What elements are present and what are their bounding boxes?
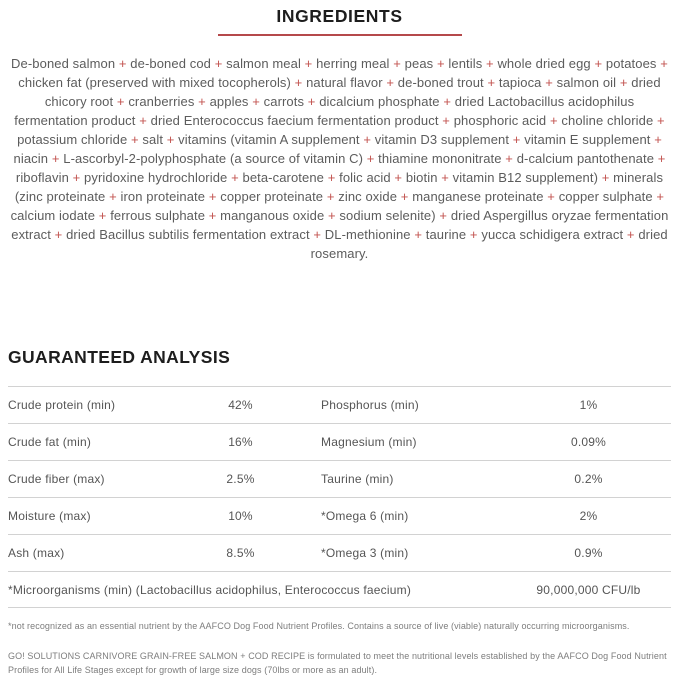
analysis-row-moisture <box>8 497 671 534</box>
plus-separator: + <box>50 227 67 242</box>
plus-separator: + <box>135 113 151 128</box>
nutrient-value: 1% <box>579 398 598 412</box>
plus-separator: + <box>543 189 559 204</box>
plus-separator: + <box>546 113 562 128</box>
analysis-row-ash <box>8 534 671 571</box>
plus-separator: + <box>304 94 320 109</box>
aafco-statement: GO! SOLUTIONS CARNIVORE GRAIN-FREE SALMON + COD RECIPE is formulated to meet the nutritional levels established by the AAFCO Dog Food Nutrient Profiles for All Life Stages except for growth of large size dogs (70lbs or more as an adult). <box>8 651 667 675</box>
nutrient-value: 90,000,000 CFU/lb <box>536 582 641 597</box>
plus-separator: + <box>616 75 632 90</box>
plus-separator: + <box>205 189 221 204</box>
plus-separator: + <box>382 75 398 90</box>
guaranteed-analysis-title: GUARANTEED ANALYSIS <box>8 347 231 367</box>
plus-separator: + <box>68 170 85 185</box>
plus-separator: + <box>653 113 665 128</box>
nutrient-value: 0.9% <box>574 546 603 560</box>
plus-separator: + <box>48 151 64 166</box>
asterisk-footnote: *not recognized as an essential nutrient by the AAFCO Dog Food Nutrient Profiles. Contains a source of live (viable) naturally occurring microorganisms. <box>8 621 630 631</box>
plus-separator: + <box>437 170 453 185</box>
nutrient-label: Taurine (min) <box>321 472 394 486</box>
plus-separator: + <box>115 56 131 71</box>
plus-separator: + <box>501 151 517 166</box>
plus-separator: + <box>435 208 451 223</box>
nutrient-label: Ash (max) <box>8 546 65 560</box>
nutrient-label: Crude fiber (max) <box>8 472 105 486</box>
plus-separator: + <box>113 94 129 109</box>
plus-separator: + <box>105 189 121 204</box>
nutrient-label: Crude fat (min) <box>8 435 92 449</box>
plus-separator: + <box>590 56 606 71</box>
plus-separator: + <box>309 227 325 242</box>
plus-separator: + <box>323 189 339 204</box>
plus-separator: + <box>433 56 449 71</box>
plus-separator: + <box>650 132 662 147</box>
nutrient-value: 2.5% <box>226 472 255 486</box>
plus-separator: + <box>410 227 426 242</box>
plus-separator: + <box>541 75 557 90</box>
nutrient-value: 10% <box>228 509 253 523</box>
plus-separator: + <box>654 151 666 166</box>
plus-separator: + <box>652 189 665 204</box>
nutrient-label: *Omega 3 (min) <box>321 546 409 560</box>
plus-separator: + <box>656 56 668 71</box>
analysis-row-crude-fiber <box>8 460 671 497</box>
nutrient-label: Moisture (max) <box>8 509 91 523</box>
nutrient-value: 42% <box>228 398 253 412</box>
plus-separator: + <box>300 56 317 71</box>
plus-separator: + <box>324 208 340 223</box>
plus-separator: + <box>227 170 243 185</box>
plus-separator: + <box>163 132 179 147</box>
analysis-row-crude-protein <box>8 386 671 423</box>
plus-separator: + <box>439 94 455 109</box>
nutrient-label: *Microorganisms (min) (Lactobacillus acidophilus, Enterococcus faecium) <box>8 582 412 597</box>
ingredients-title: INGREDIENTS <box>276 6 403 26</box>
nutrient-value: 2% <box>579 509 598 523</box>
plus-separator: + <box>438 113 454 128</box>
plus-separator: + <box>205 208 221 223</box>
guaranteed-analysis-table <box>8 386 671 608</box>
ingredients-text: De-boned salmon + de-boned cod + salmon meal + herring meal + peas + lentils + whole dried egg + potatoes + chicken fat (preserved with mixed tocopherols) + natural flavor + de-boned trout + tapioca + salmon oil + dried chicory root + cranberries + apples + carrots + dicalcium phosphate + dried Lactobacillus acidophilus fermentation product + dried Enterococcus faecium fermentation product + phosphoric acid + choline chloride + potassium chloride + salt + vitamins (vitamin A supplement + vitamin D3 supplement + vitamin E supplement + niacin + L-ascorbyl-2-polyphosphate (a source of vitamin C) + thiamine mononitrate + d-calcium pantothenate + riboflavin + pyridoxine hydrochloride + beta-carotene + folic acid + biotin + vitamin B12 supplement) + minerals (zinc proteinate + iron proteinate + copper proteinate + zinc oxide + manganese proteinate + copper sulphate + calcium iodate + ferrous sulphate + manganous oxide + sodium selenite) + dried Aspergillus oryzae fermentation extract + dried Bacillus subtilis fermentation extract + DL-methionine + taurine + yucca schidigera extract + dried rosemary. <box>10 56 669 261</box>
nutrient-value: 8.5% <box>226 546 255 560</box>
plus-separator: + <box>194 94 210 109</box>
analysis-row-microorganisms <box>8 571 671 608</box>
plus-separator: + <box>509 132 525 147</box>
plus-separator: + <box>390 170 406 185</box>
nutrient-label: Magnesium (min) <box>321 435 417 449</box>
nutrient-value: 0.2% <box>574 472 603 486</box>
plus-separator: + <box>598 170 614 185</box>
nutrient-label: Phosphorus (min) <box>321 398 419 412</box>
nutrient-value: 16% <box>228 435 253 449</box>
plus-separator: + <box>363 151 379 166</box>
plus-separator: + <box>466 227 482 242</box>
plus-separator: + <box>397 189 413 204</box>
plus-separator: + <box>623 227 639 242</box>
plus-separator: + <box>359 132 375 147</box>
plus-separator: + <box>290 75 307 90</box>
plus-separator: + <box>324 170 340 185</box>
nutrient-label: *Omega 6 (min) <box>321 509 409 523</box>
title-underline <box>218 34 462 36</box>
plus-separator: + <box>389 56 405 71</box>
analysis-row-crude-fat <box>8 423 671 460</box>
plus-separator: + <box>482 56 498 71</box>
plus-separator: + <box>211 56 227 71</box>
plus-separator: + <box>248 94 264 109</box>
nutrient-label: Crude protein (min) <box>8 398 116 412</box>
nutrient-value: 0.09% <box>570 435 607 449</box>
plus-separator: + <box>483 75 499 90</box>
plus-separator: + <box>95 208 111 223</box>
plus-separator: + <box>127 132 143 147</box>
